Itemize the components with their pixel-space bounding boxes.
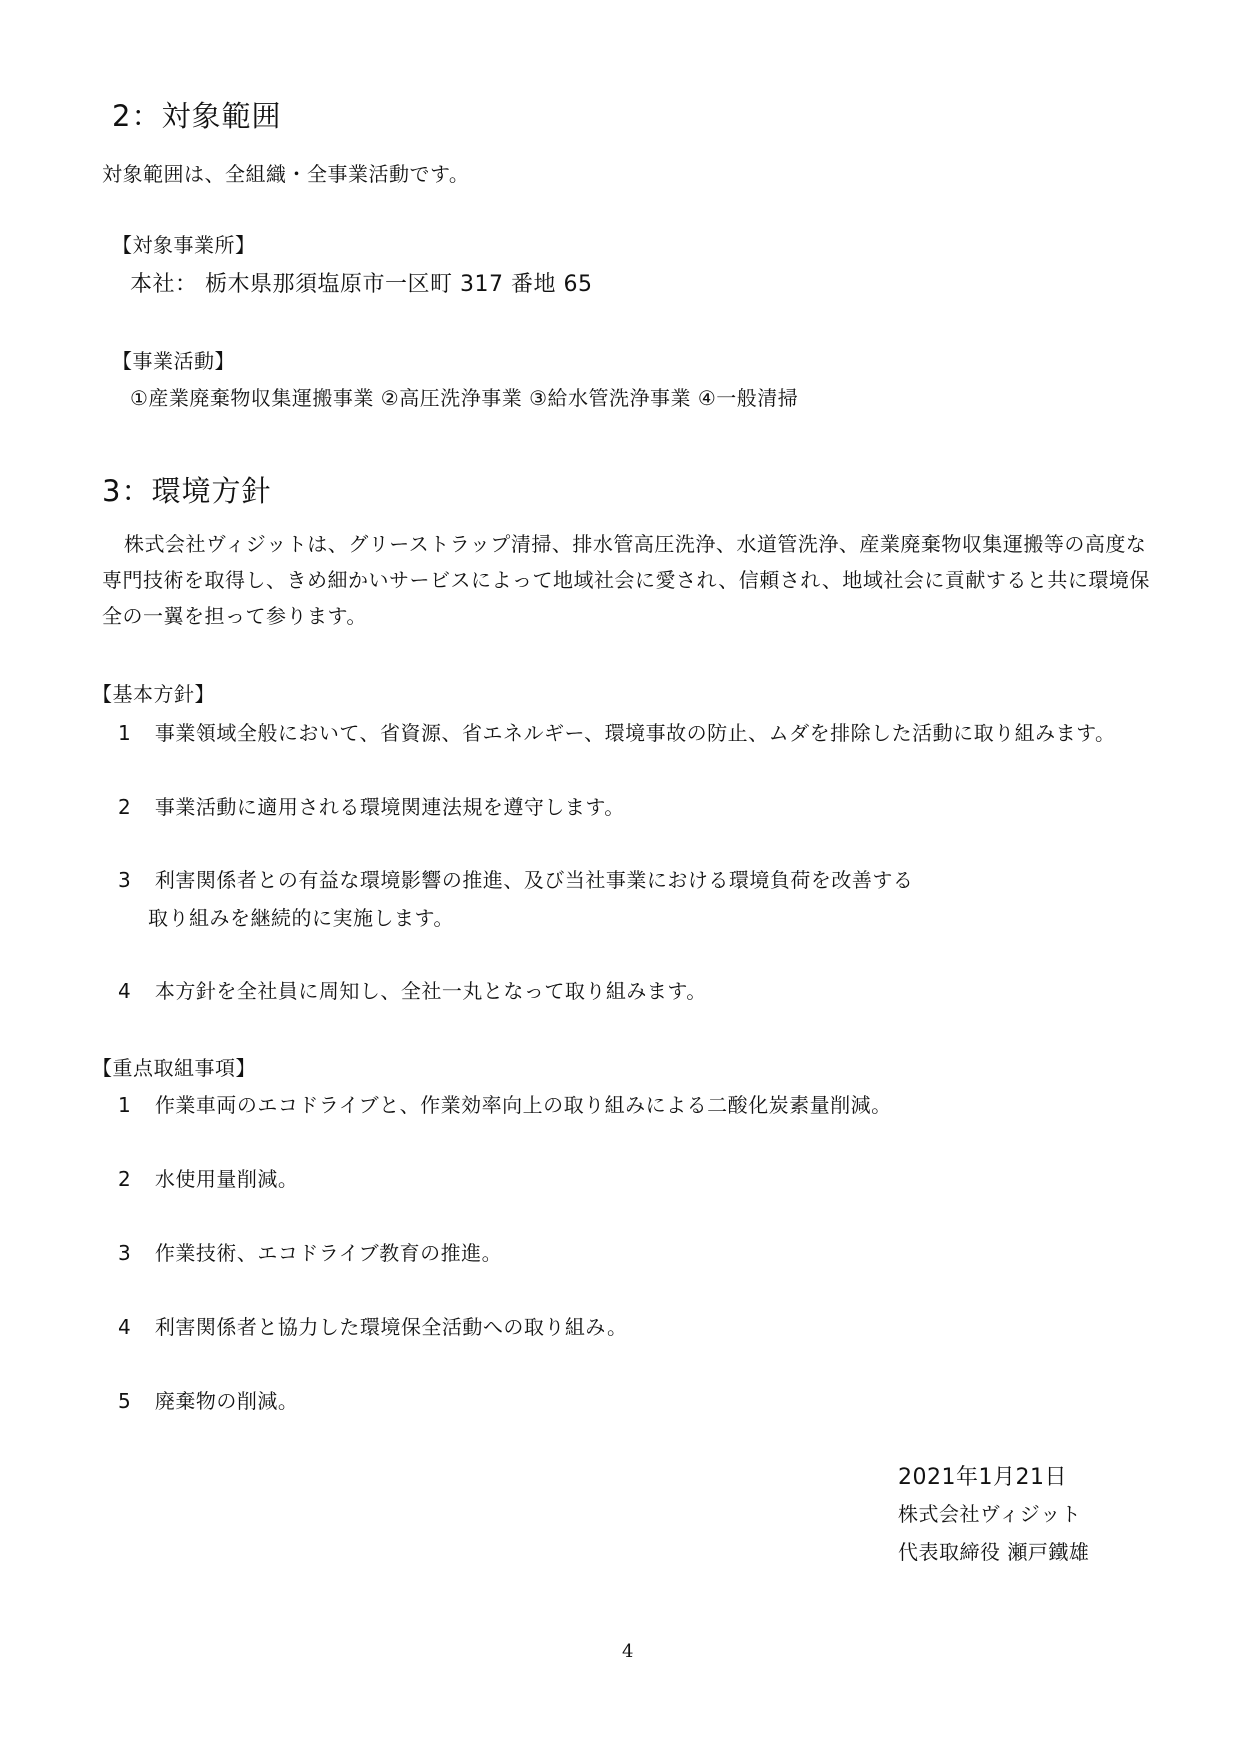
item-number: 1 [118,1093,132,1117]
item-text: 事業領域全般において、省資源、省エネルギー、環境事故の防止、ムダを排除した活動に取り組みます。 [154,721,1116,745]
item-text: 廃棄物の削減。 [154,1389,299,1413]
list-item [118,1163,298,1192]
list-item [118,1237,502,1266]
list-item [118,864,913,893]
list-item [118,1089,892,1118]
item-text: 作業車両のエコドライブと、作業効率向上の取り組みによる二酸化炭素量削減。 [154,1093,892,1117]
section2-intro: 対象範囲は、全組織・全事業活動です。 [102,162,470,186]
item-number: 3 [118,868,132,892]
item-text: 作業技術、エコドライブ教育の推進。 [154,1241,503,1265]
item-text: 水使用量削減。 [154,1167,299,1191]
item-number: 4 [118,1315,132,1339]
item-number: 3 [118,1241,132,1265]
activity-value: ①産業廃棄物収集運搬事業 ②高圧洗浄事業 ③給水管洗浄事業 ④一般清掃 [130,386,799,410]
priority-label: 【重点取組事項】 [92,1056,256,1080]
item-text: 利害関係者との有益な環境影響の推進、及び当社事業における環境負荷を改善する [154,868,914,892]
list-item [118,1385,298,1414]
item-number: 1 [118,721,132,745]
section2-heading: 2：対象範囲 [112,99,282,133]
item-number: 4 [118,979,132,1003]
list-item [118,791,625,820]
office-label: 【対象事業所】 [112,233,256,257]
office-value: 本社： 栃木県那須塩原市一区町 317 番地 65 [130,272,593,297]
list-item [118,1311,628,1340]
item-text-continued: 取り組みを継続的に実施します。 [148,906,454,930]
item-number: 2 [118,1167,132,1191]
signature-date: 2021年1月21日 [898,1465,1067,1490]
list-item [118,975,707,1004]
list-item [118,717,1116,746]
item-number: 5 [118,1389,132,1413]
item-text: 本方針を全社員に周知し、全社一丸となって取り組みます。 [154,979,707,1003]
item-text: 利害関係者と協力した環境保全活動への取り組み。 [154,1315,628,1339]
signature-representative: 代表取締役 瀬戸鐵雄 [898,1540,1090,1564]
page-number: 4 [622,1641,634,1662]
activity-label: 【事業活動】 [112,349,235,373]
section3-heading: 3：環境方針 [102,474,272,508]
signature-company: 株式会社ヴィジット [898,1502,1082,1526]
item-number: 2 [118,795,132,819]
item-text: 事業活動に適用される環境関連法規を遵守します。 [154,795,625,819]
policy-paragraph: 株式会社ヴィジットは、グリーストラップ清掃、排水管高圧洗浄、水道管洗浄、産業廃棄物収集運搬等の高度な専門技術を取得し、きめ細かいサービスによって地域社会に愛され、信頼され、地域社会に貢献すると共に環境保全の一翼を担って参ります。 [102,532,1150,628]
basic-policy-label: 【基本方針】 [92,682,215,706]
